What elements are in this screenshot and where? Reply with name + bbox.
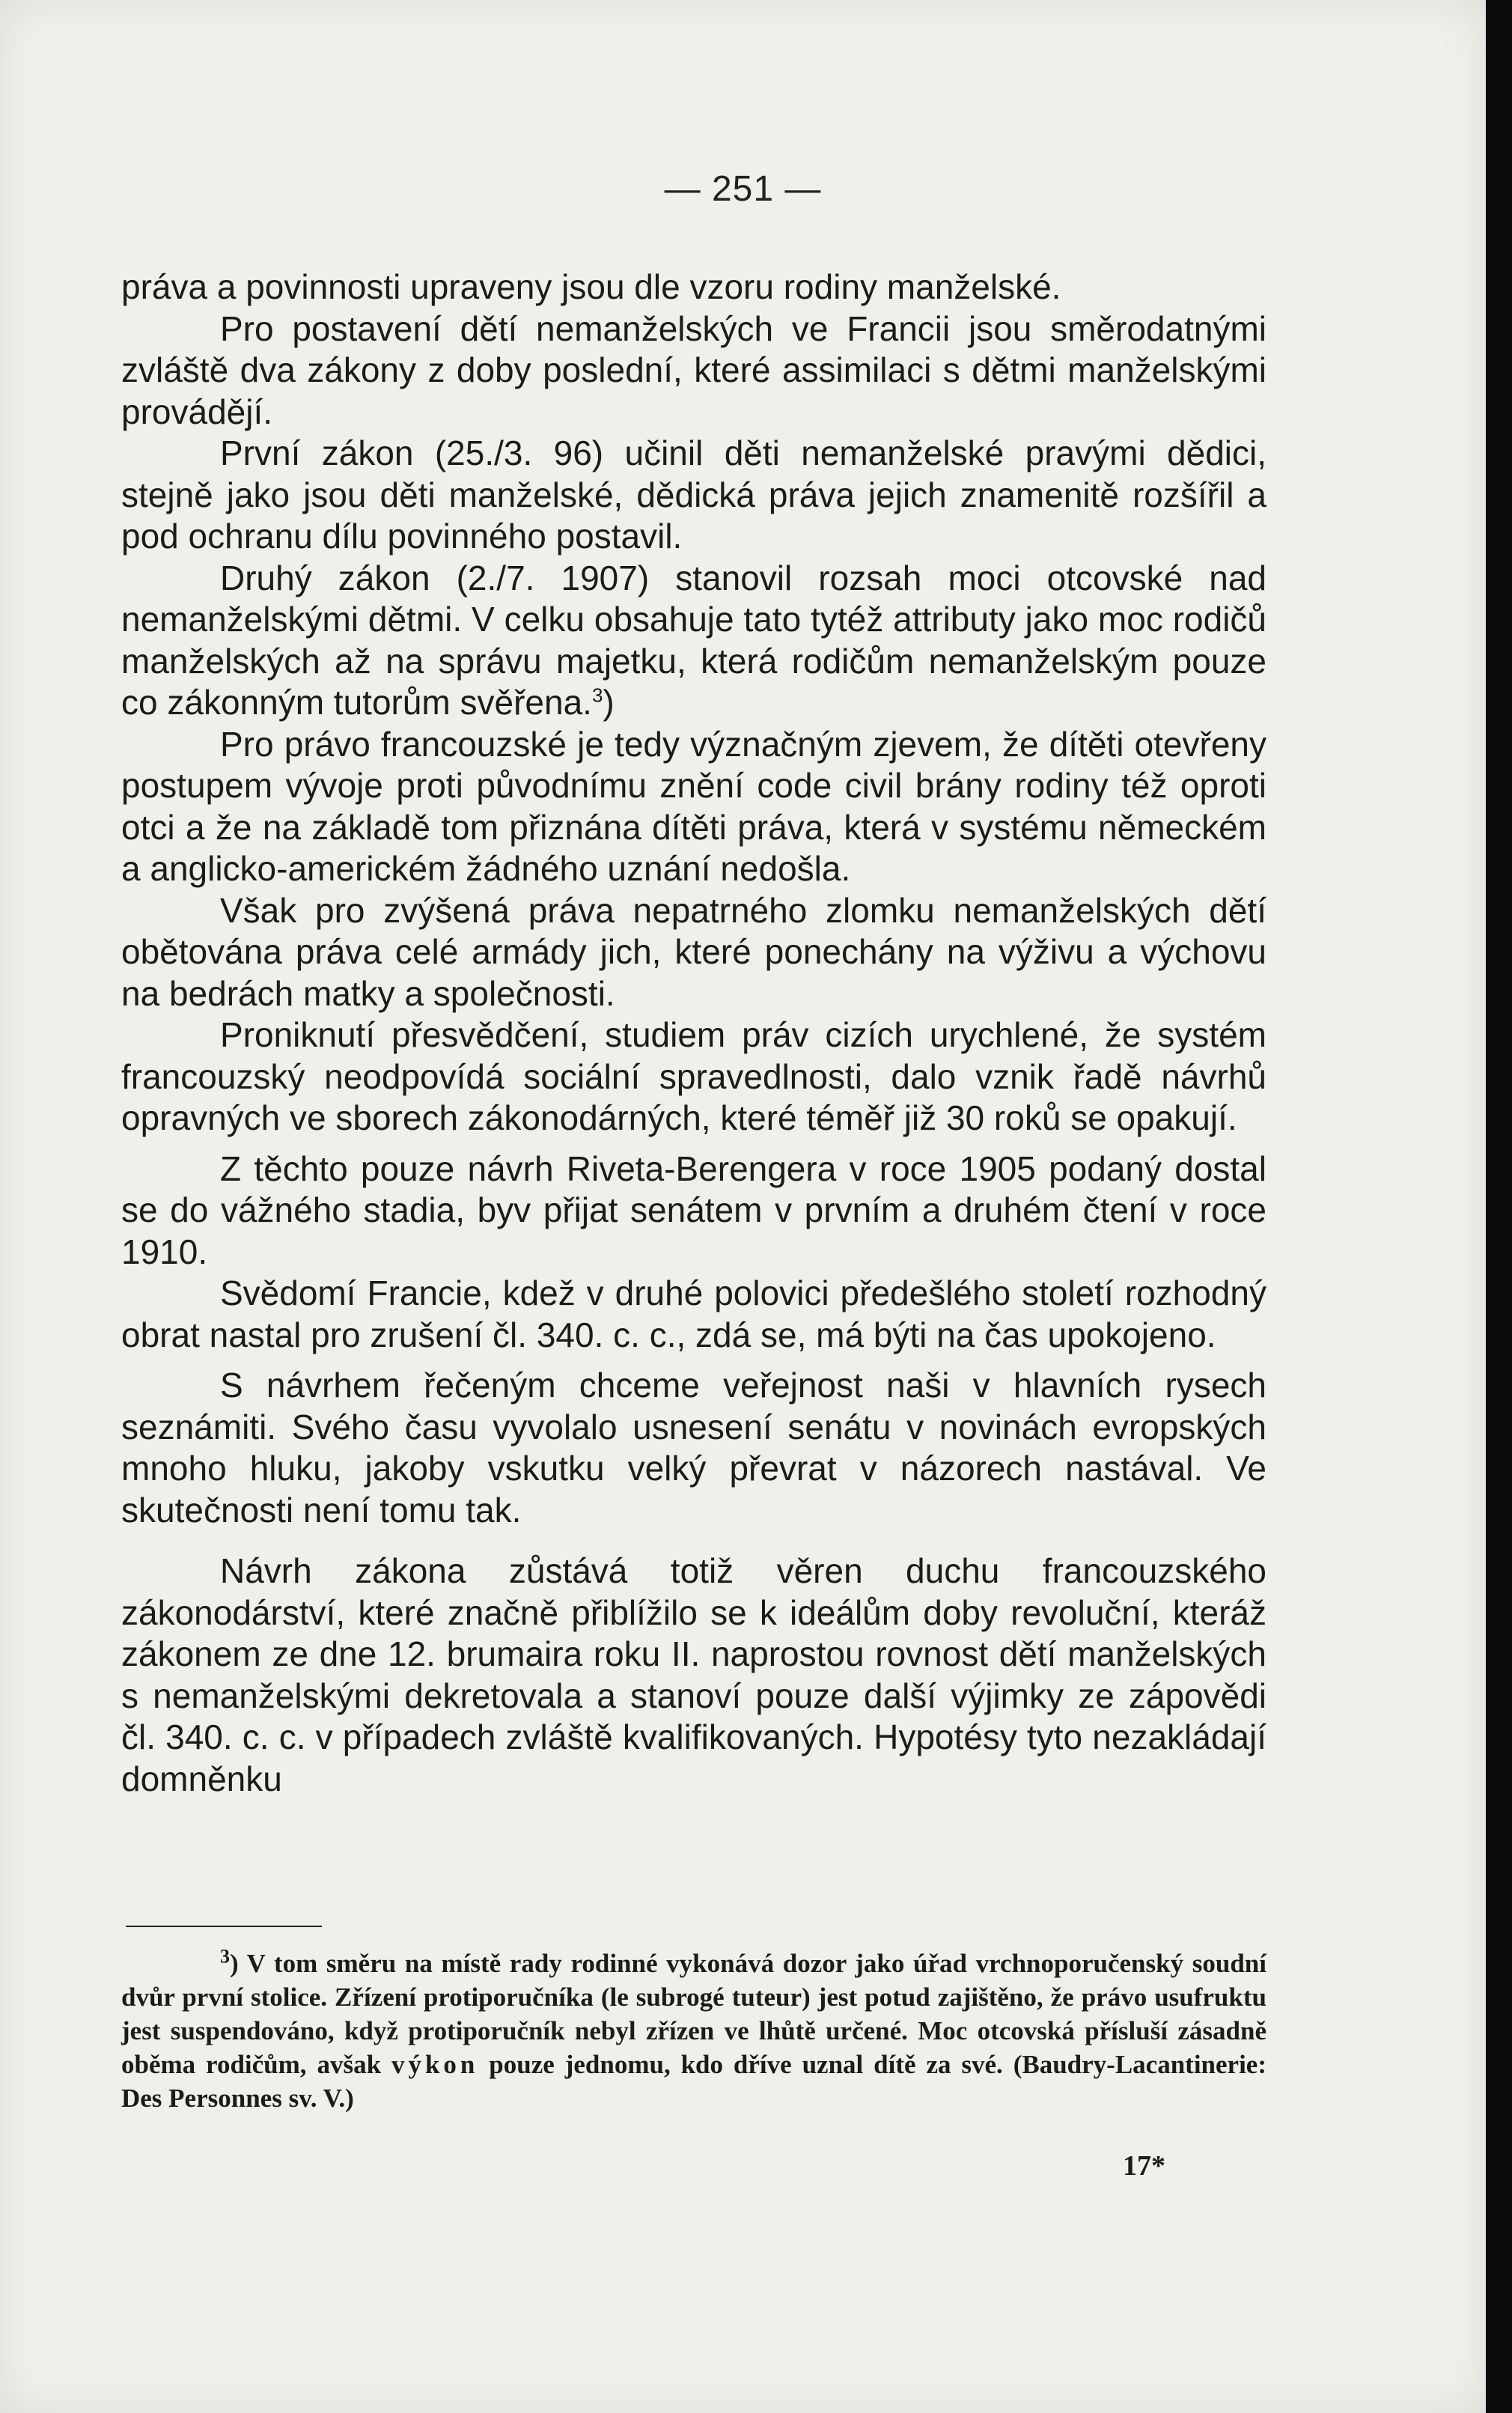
footnote-reference: 3 bbox=[591, 684, 603, 707]
footnote-marker: 3 bbox=[220, 1945, 230, 1968]
paragraph: Proniknutí přesvědčení, studiem práv cizích urychlené, že systém francouzský neodpovídá sociální spravedlnosti, dalo vznik řadě návrhů opravných ve sborech zákonodárných, které téměř již 30 roků se opakují. bbox=[121, 1015, 1266, 1137]
paragraph bbox=[121, 558, 1266, 724]
paragraph: Návrh zákona zůstává totiž věren duchu francouzského zákonodárství, které značně přiblížilo se k ideálům doby revoluční, kteráž zákonem ze dne 12. brumaira roku II. naprostou rovnost dětí manželských s nemanželskými dekretovala a stanoví pouze další výjimky ze zápovědi čl. 340. c. c. v případech zvláště kvalifikovaných. Hypotésy tyto nezakládají domněnku bbox=[121, 1551, 1266, 1798]
paragraph: práva a povinnosti upraveny jsou dle vzoru rodiny manželské. bbox=[121, 267, 1061, 306]
page-number: — 251 — bbox=[664, 169, 822, 209]
paragraph: Z těchto pouze návrh Riveta-Berengera v roce 1905 podaný dostal se do vážného stadia, byv přijat senátem v prvním a druhém čtení v roce 1910. bbox=[121, 1148, 1266, 1271]
paragraph-text: Druhý zákon (2./7. 1907) stanovil rozsah moci otcovské nad nemanželskými dětmi. V celku obsahuje tato tytéž attributy jako moc rodičů manželských až na správu majetku, která rodičům nemanželským pouze co zákonným tutorům svěřena. bbox=[121, 558, 1266, 722]
paragraph: Pro postavení dětí nemanželských ve Francii jsou směrodatnými zvláště dva zákony z doby poslední, které assimilaci s dětmi manželskými provádějí. bbox=[121, 308, 1266, 431]
footnote-reference-close: ) bbox=[603, 683, 615, 722]
footnote-text-end: pouze jednomu, kdo dříve uznal dítě za své. (Baudry-Lacantinerie: Des Personnes sv. V.) bbox=[121, 2050, 1266, 2113]
paragraph: Však pro zvýšená práva nepatrného zlomku nemanželských dětí obětována práva celé armády jich, které ponechány na výživu a výchovu na bedrách matky a společnosti. bbox=[121, 890, 1266, 1013]
paragraph: Pro právo francouzské je tedy význačným zjevem, že dítěti otevřeny postupem vývoje proti původnímu znění code civil brány rodiny též oproti otci a že na základě tom přiznána dítěti práva, která v systému německém a anglicko-americkém žádného uznání nedošla. bbox=[121, 724, 1266, 888]
footnote-divider bbox=[126, 1926, 322, 1927]
body-text bbox=[121, 267, 1266, 1800]
paragraph: Svědomí Francie, kdež v druhé polovici předešlého století rozhodný obrat nastal pro zrušení čl. 340. c. c., zdá se, má býti na čas upokojeno. bbox=[121, 1274, 1266, 1354]
footnote-text: ) V tom směru na místě rady rodinné vykonává dozor jako úřad vrchnoporučenský soudní dvůr první stolice. Zřízení protiporučníka (le subrogé tuteur) jest potud zajištěno, že právo usufruktu jest suspendováno, když protiporučník nebyl zřízen ve lhůtě určené. Moc otcovská přísluší zásadně oběma rodičům, avšak bbox=[121, 1949, 1266, 2079]
footnote bbox=[121, 1947, 1266, 2115]
paragraph: První zákon (25./3. 96) učinil děti nemanželské pravými dědici, stejně jako jsou děti manželské, dědická práva jejich znamenitě rozšířil a pod ochranu dílu povinného postavil. bbox=[121, 433, 1266, 556]
footnotes bbox=[121, 1947, 1266, 2115]
paragraph: S návrhem řečeným chceme veřejnost naši v hlavních rysech seznámiti. Svého času vyvolalo usnesení senátu v novinách evropských mnoho hluku, jakoby vskutku velký převrat v názorech nastával. Ve skutečnosti není tomu tak. bbox=[121, 1366, 1266, 1530]
footnote-emphasis: výkon bbox=[391, 2050, 479, 2079]
scan-edge bbox=[1486, 0, 1512, 2413]
signature-mark: 17* bbox=[1123, 2150, 1165, 2182]
